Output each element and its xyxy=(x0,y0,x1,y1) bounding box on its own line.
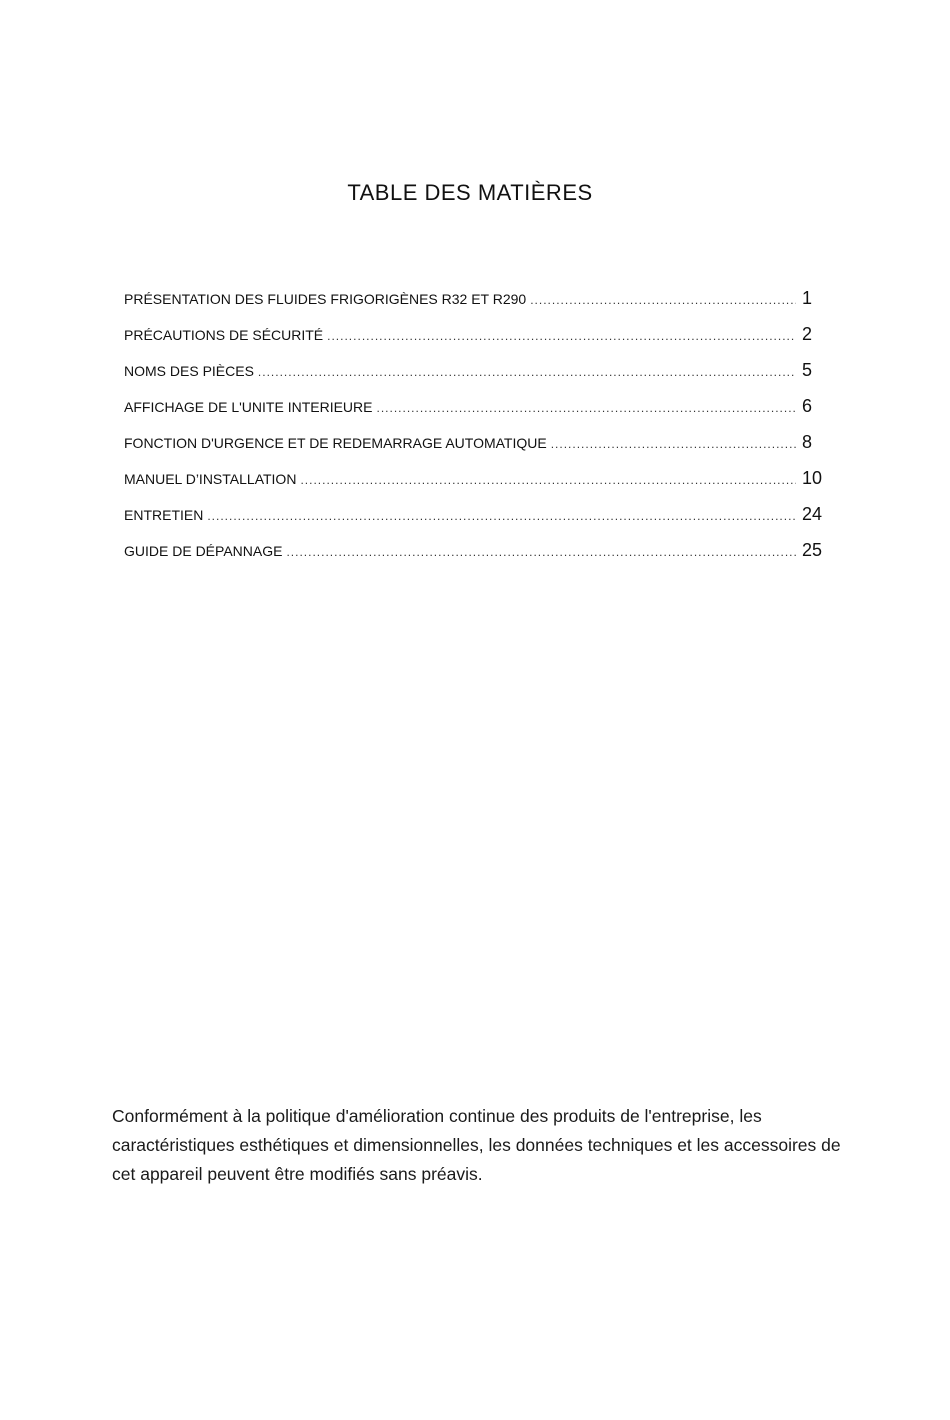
toc-entry-label: AFFICHAGE DE L'UNITE INTERIEURE xyxy=(124,399,373,415)
toc-dot-leader xyxy=(530,293,796,307)
toc-entry-fonction-urgence[interactable] xyxy=(124,432,824,468)
toc-entry-page: 2 xyxy=(802,324,813,344)
toc-dot-leader xyxy=(551,437,796,451)
toc-entry-page: 10 xyxy=(802,468,823,488)
page-title: TABLE DES MATIÈRES xyxy=(347,180,593,205)
toc-dot-leader xyxy=(258,365,796,379)
product-improvement-notice: Conformément à la politique d'amélioration continue des produits de l'entreprise, les caractéristiques esthétiques et dimensionnelles, les données techniques et les accessoires de cet appareil peuvent être modifiés sans préavis. xyxy=(112,1106,841,1184)
toc-entry-label: NOMS DES PIÈCES xyxy=(124,363,254,379)
toc-entry-label: GUIDE DE DÉPANNAGE xyxy=(124,543,283,559)
toc-dot-leader xyxy=(300,473,796,487)
toc-entry-page: 1 xyxy=(802,288,813,308)
toc-entry-label: FONCTION D'URGENCE ET DE REDEMARRAGE AUTOMATIQUE xyxy=(124,435,547,451)
toc-dot-leader xyxy=(327,329,796,343)
toc-entry-label: PRÉCAUTIONS DE SÉCURITÉ xyxy=(124,327,324,343)
toc-dot-leader xyxy=(207,509,796,523)
toc-entry-entretien[interactable] xyxy=(124,504,824,540)
toc-entry-label: ENTRETIEN xyxy=(124,507,204,523)
toc-entry-page: 6 xyxy=(802,396,813,416)
toc-entry-manuel-installation[interactable] xyxy=(124,468,824,504)
toc-entry-label: MANUEL D’INSTALLATION xyxy=(124,471,297,487)
toc-entry-page: 8 xyxy=(802,432,813,452)
table-of-contents xyxy=(124,288,824,576)
toc-dot-leader xyxy=(376,401,796,415)
toc-entry-page: 24 xyxy=(802,504,823,524)
toc-entry-page: 25 xyxy=(802,540,823,560)
toc-entry-precautions-securite[interactable] xyxy=(124,324,824,360)
toc-entry-affichage-unite[interactable] xyxy=(124,396,824,432)
toc-dot-leader xyxy=(286,545,796,559)
toc-entry-label: PRÉSENTATION DES FLUIDES FRIGORIGÈNES R32 ET R290 xyxy=(124,291,527,307)
toc-entry-noms-pieces[interactable] xyxy=(124,360,824,396)
toc-entry-page: 5 xyxy=(802,360,813,380)
toc-entry-guide-depannage[interactable] xyxy=(124,540,824,576)
toc-entry-presentation-fluides[interactable] xyxy=(124,288,824,324)
